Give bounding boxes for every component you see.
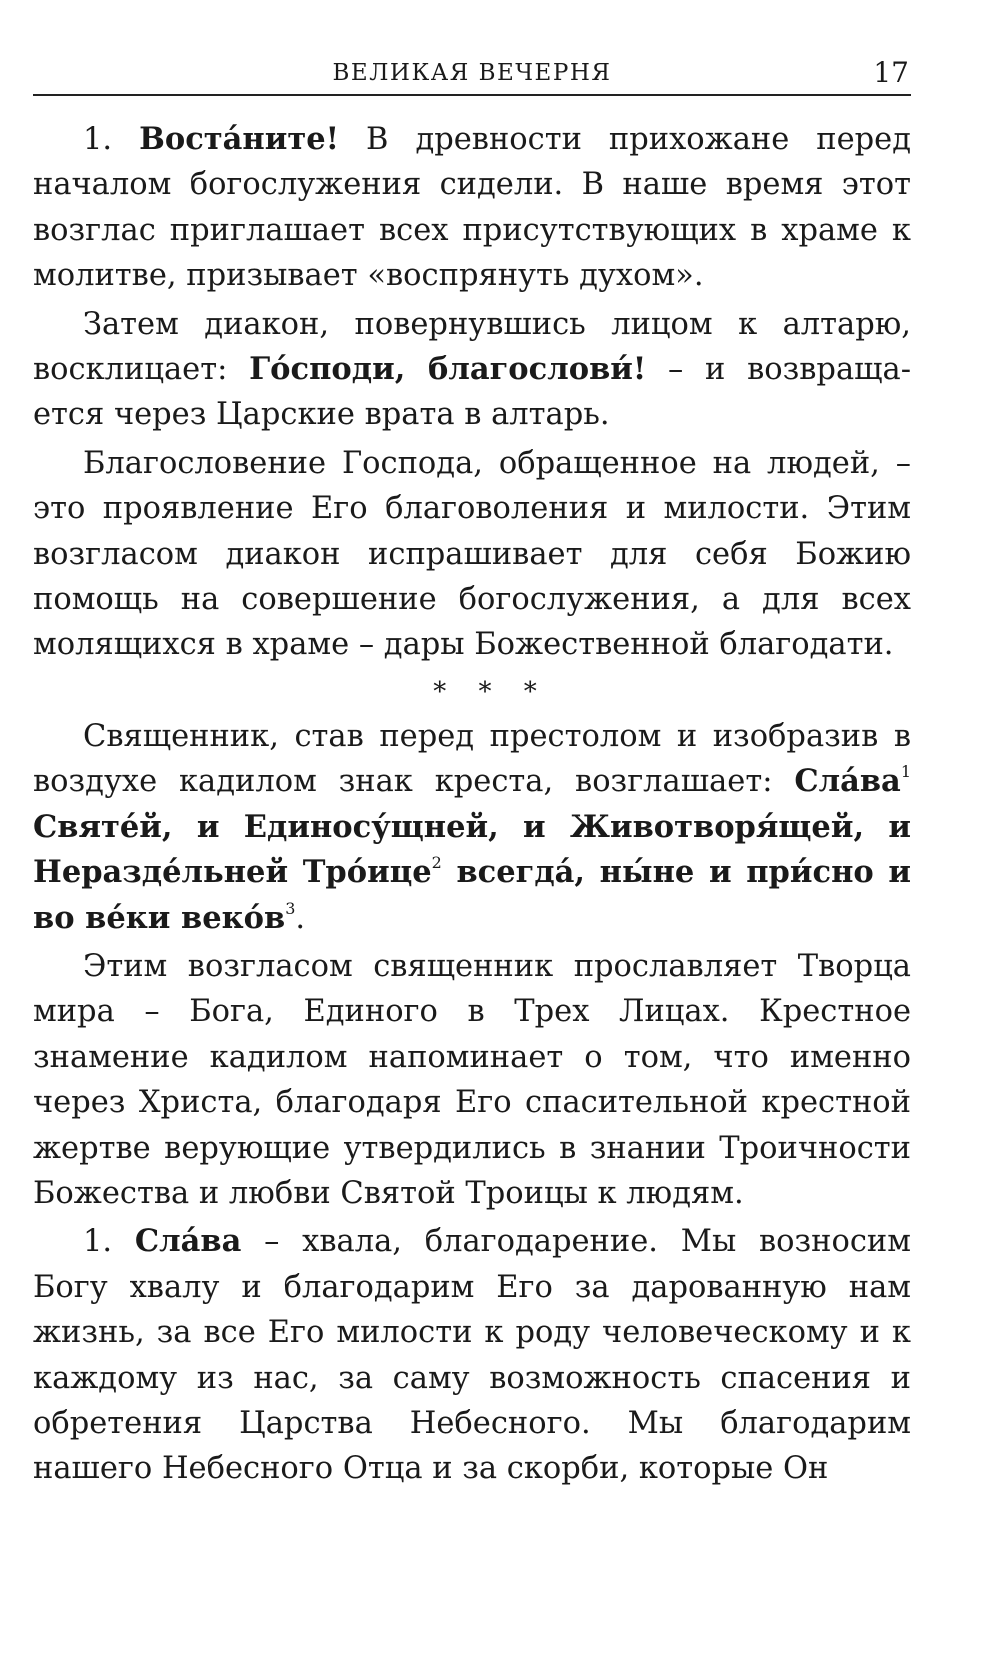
paragraph-trinity-explanation: Этим возгласом священник прославляет Творца мира – Бога, Единого в Трех Лицах. Крестное знамение кадилом напоминает о том, что именно через Христа, благодаря Его спасительной крестной жертве верующие утвердились в знании Троичности Божества и любви Святой Троицы к людям.	[33, 948, 911, 1211]
bold-term: Святе́й, и Единосу́щней, и Животворя́щей, и Нераздéльней Тро́ице	[33, 808, 911, 891]
paragraph-slava-note: 1. Сла́ва – хвала, благодарение. Мы возносим Богу хвалу и благодарим Его за дарованную нам жизнь, за все Его милости к роду человеческому и к каждому из нас, за саму возможность спасения и обретения Царства Небесного. Мы благодарим нашего Небесного Отца и за скорби, которые Он	[33, 1223, 911, 1487]
paragraph-blessing-explanation: Благословение Господа, обращенное на людей, – это проявление Его благоволения и милости. Этим возгласом диакон испрашивает для себя Божию помощь на совершение богослужения, а для всех молящихся в храме – дары Божественной благодати.	[33, 445, 911, 663]
bold-term: Го́споди, благослови́!	[249, 351, 647, 388]
footnote-ref: 3	[285, 898, 296, 918]
paragraph-vostanite-note: 1. Воста́ните! В древности прихожане перед началом богослужения сидели. В наше время этот возглас приглашает всех присутствующих в храме к молитве, призывает «воспрянуть духом».	[33, 121, 911, 294]
book-page	[33, 0, 911, 1671]
paragraph-deacon-exclamation: Затем диакон, повернувшись лицом к алтарю, восклицает: Го́споди, благослови́! – и возвращается через Царские врата в алтарь.	[33, 306, 911, 433]
bold-term: Воста́ните!	[139, 121, 340, 157]
footnote-ref: 1	[900, 762, 911, 782]
section-divider: * * *	[433, 676, 549, 707]
page-header	[33, 54, 911, 96]
footnote-ref: 2	[431, 853, 442, 873]
bold-term: Сла́ва	[794, 763, 901, 800]
body-text	[33, 117, 911, 1495]
page-number: 17	[873, 56, 909, 89]
bold-term: всегда́, ны́не и при́сно и во ве́ки веко́в	[33, 854, 911, 936]
bold-term: Сла́ва	[134, 1223, 242, 1260]
running-title: ВЕЛИКАЯ ВЕЧЕРНЯ	[332, 60, 612, 86]
paragraph-priest-exclamation: Священник, став перед престолом и изобразив в воздухе кадилом знак креста, возглашает: $Сла́ва^1$ Святе́й, и Единосу́щней, и Животворя́щей, и Нераздéльней Тро́ице$^2$ всегда́, ны́не и при́сно и во ве́ки $веко́в^3$.	[33, 718, 911, 936]
